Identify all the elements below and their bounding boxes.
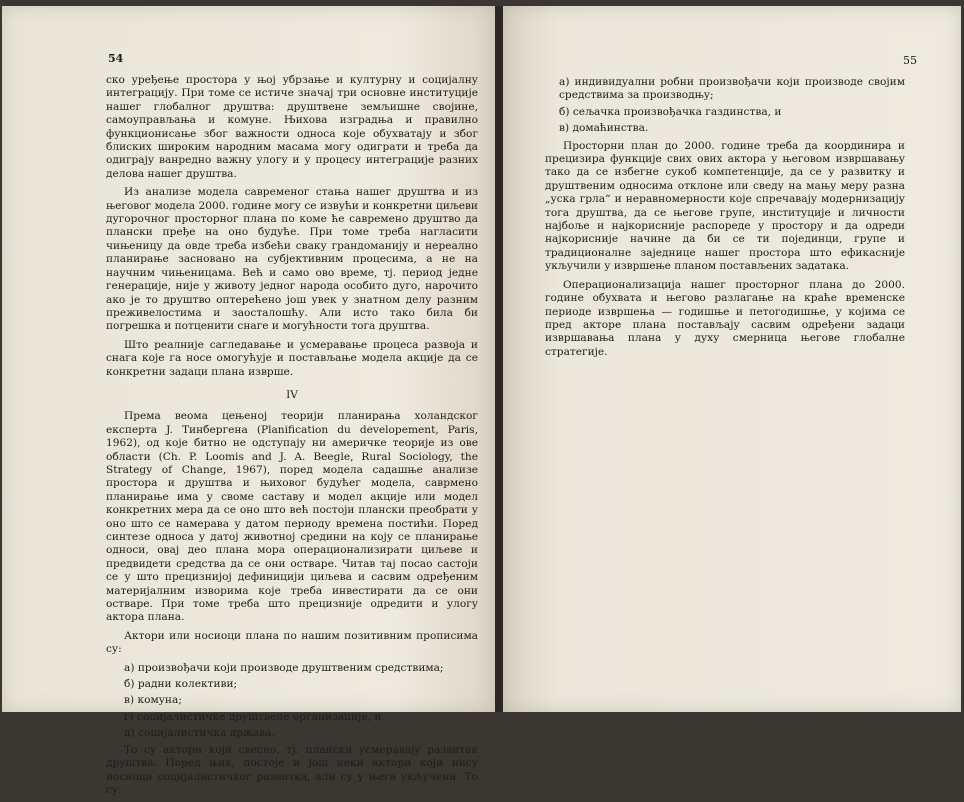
list-item: б) радни колективи; [124, 678, 238, 691]
list-item: а) произвођачи који производе друштвеним средствима; [124, 661, 444, 674]
book-gutter [495, 6, 503, 712]
actors-intro: Актори или носиоци плана по нашим позитивним прописима су: [106, 629, 478, 656]
paragraph: Просторни план до 2000. године треба да координира и прецизира функције свих ових актора у његовом извршавању тако да се избегне сукоб компетенције, да се у развитку и друштвеним односима отклоне или сведу на мању меру разна „уска грла“ и неравномерности које спречавају модернизацију тога друштва, да се његове групе, институције и личности најбоље и најкорисније распореде у простору и да одреди најкорисније начине да би се ти појединци, групе и традиционалне заједнице нашег простора што ефикасније укључили у извршење планом постављених задатака. [545, 139, 905, 273]
list-item: а) индивидуални робни произвођачи који производе својим средствима за производњу; [559, 76, 905, 102]
paragraph: Према веома цењеној теорији планирања холандског експерта J. Тинбергена (Planification du developement, Paris, 1962), од које битно не одступају ни америчке теорије из ове области (Ch. P. Loomis and J. A. Beegle, Rural Sociology, the Strategy of Change, 1967), поред модела садашње анализе простора и друштва и њиховог будућег модела, саврмено планирање има у своме саставу и модел акције или модел конкретних мера да се оно што већ постоји плански преобрати у оно што се намерава у датом периоду времена постићи. Поред синтезе односа у датој животној средини на коју се планирање односи, овај део плана мора операционализирати циљеве и предвидети средства да се они остваре. Читав тај посао састоји се у што прецизнијој дефиницији циљева и сасвим одређеним материјалним изворима које треба инвестирати да се они остваре. При томе треба што прецизније одредити и улогу актора плана. [106, 410, 478, 624]
paragraph: ско уређење простора у њој убрзање и културну и социјалну интеграцију. При томе се истиче значај три основне институције нашег глобалног друштва: друштвене земљишне својине, самоуправљања и комуне. Њихова изградња и правилно функционисање због важности односа које обухватају и због блиских широким народним масама могу одиграти и треба да одиграју ванредно важну улогу и у процесу интеграције разних делова нашег друштва. [106, 74, 478, 180]
list-item: в) комуна; [124, 694, 182, 707]
left-page [2, 6, 495, 796]
page-number-left: 54 [108, 52, 124, 65]
section-heading: IV [286, 388, 298, 401]
left-page-text [106, 74, 478, 802]
right-page [503, 6, 961, 712]
paragraph: Операционализација нашег просторног плана до 2000. године обухвата и његово разлагање на краће временске периоде извршења — годишње и петогодишње, у којима се пред акторе плана постављају сасвим одређени задаци извршавања плана у духу смерница његове глобалне стратегије. [545, 278, 905, 358]
page-number-right: 55 [903, 54, 917, 67]
list-item: б) сељачка произвођачка газдинства, и [559, 105, 782, 118]
paragraph: Што реалније сагледавање и усмеравање процеса развоја и снага које га носе омогућује и постављање модела акције да се конкретни задаци плана изврше. [106, 338, 478, 378]
paragraph: Из анализе модела савременог стања нашег друштва и из његовог модела 2000. године могу се извући и конкретни циљеви дугорочног просторног плана по коме ће савремено друштво да плански пређе на оно будуће. При томе треба нагласити чињеницу да овде треба избећи сваку грандоманију и нереално планирање засновано на субјективним процесима, а не на научним чињеницама. Већ и само ово време, тј. период једне генерације, није у животу једног народа особито дуго, нарочито ако је то друштво оптерећено још увек у знатном делу разним преживелостима и заосталошћу. Али исто тако била би погрешка и потценити снаге и могућности тога друштва. [106, 186, 478, 333]
right-page-text [545, 76, 905, 364]
list-item: г) социјалистичке друштвене организације, и [124, 710, 382, 723]
paragraph: То су актори који свесно, тј. плански усмеравају развитак друштва. Поред њих, постоје и још неки актори који нису носиоци социјалистичког развитка, али су у њега укључени. То су: [106, 743, 478, 796]
list-item: в) домаћинства. [559, 122, 649, 135]
list-item: д) социјалистичка држава. [124, 727, 275, 740]
